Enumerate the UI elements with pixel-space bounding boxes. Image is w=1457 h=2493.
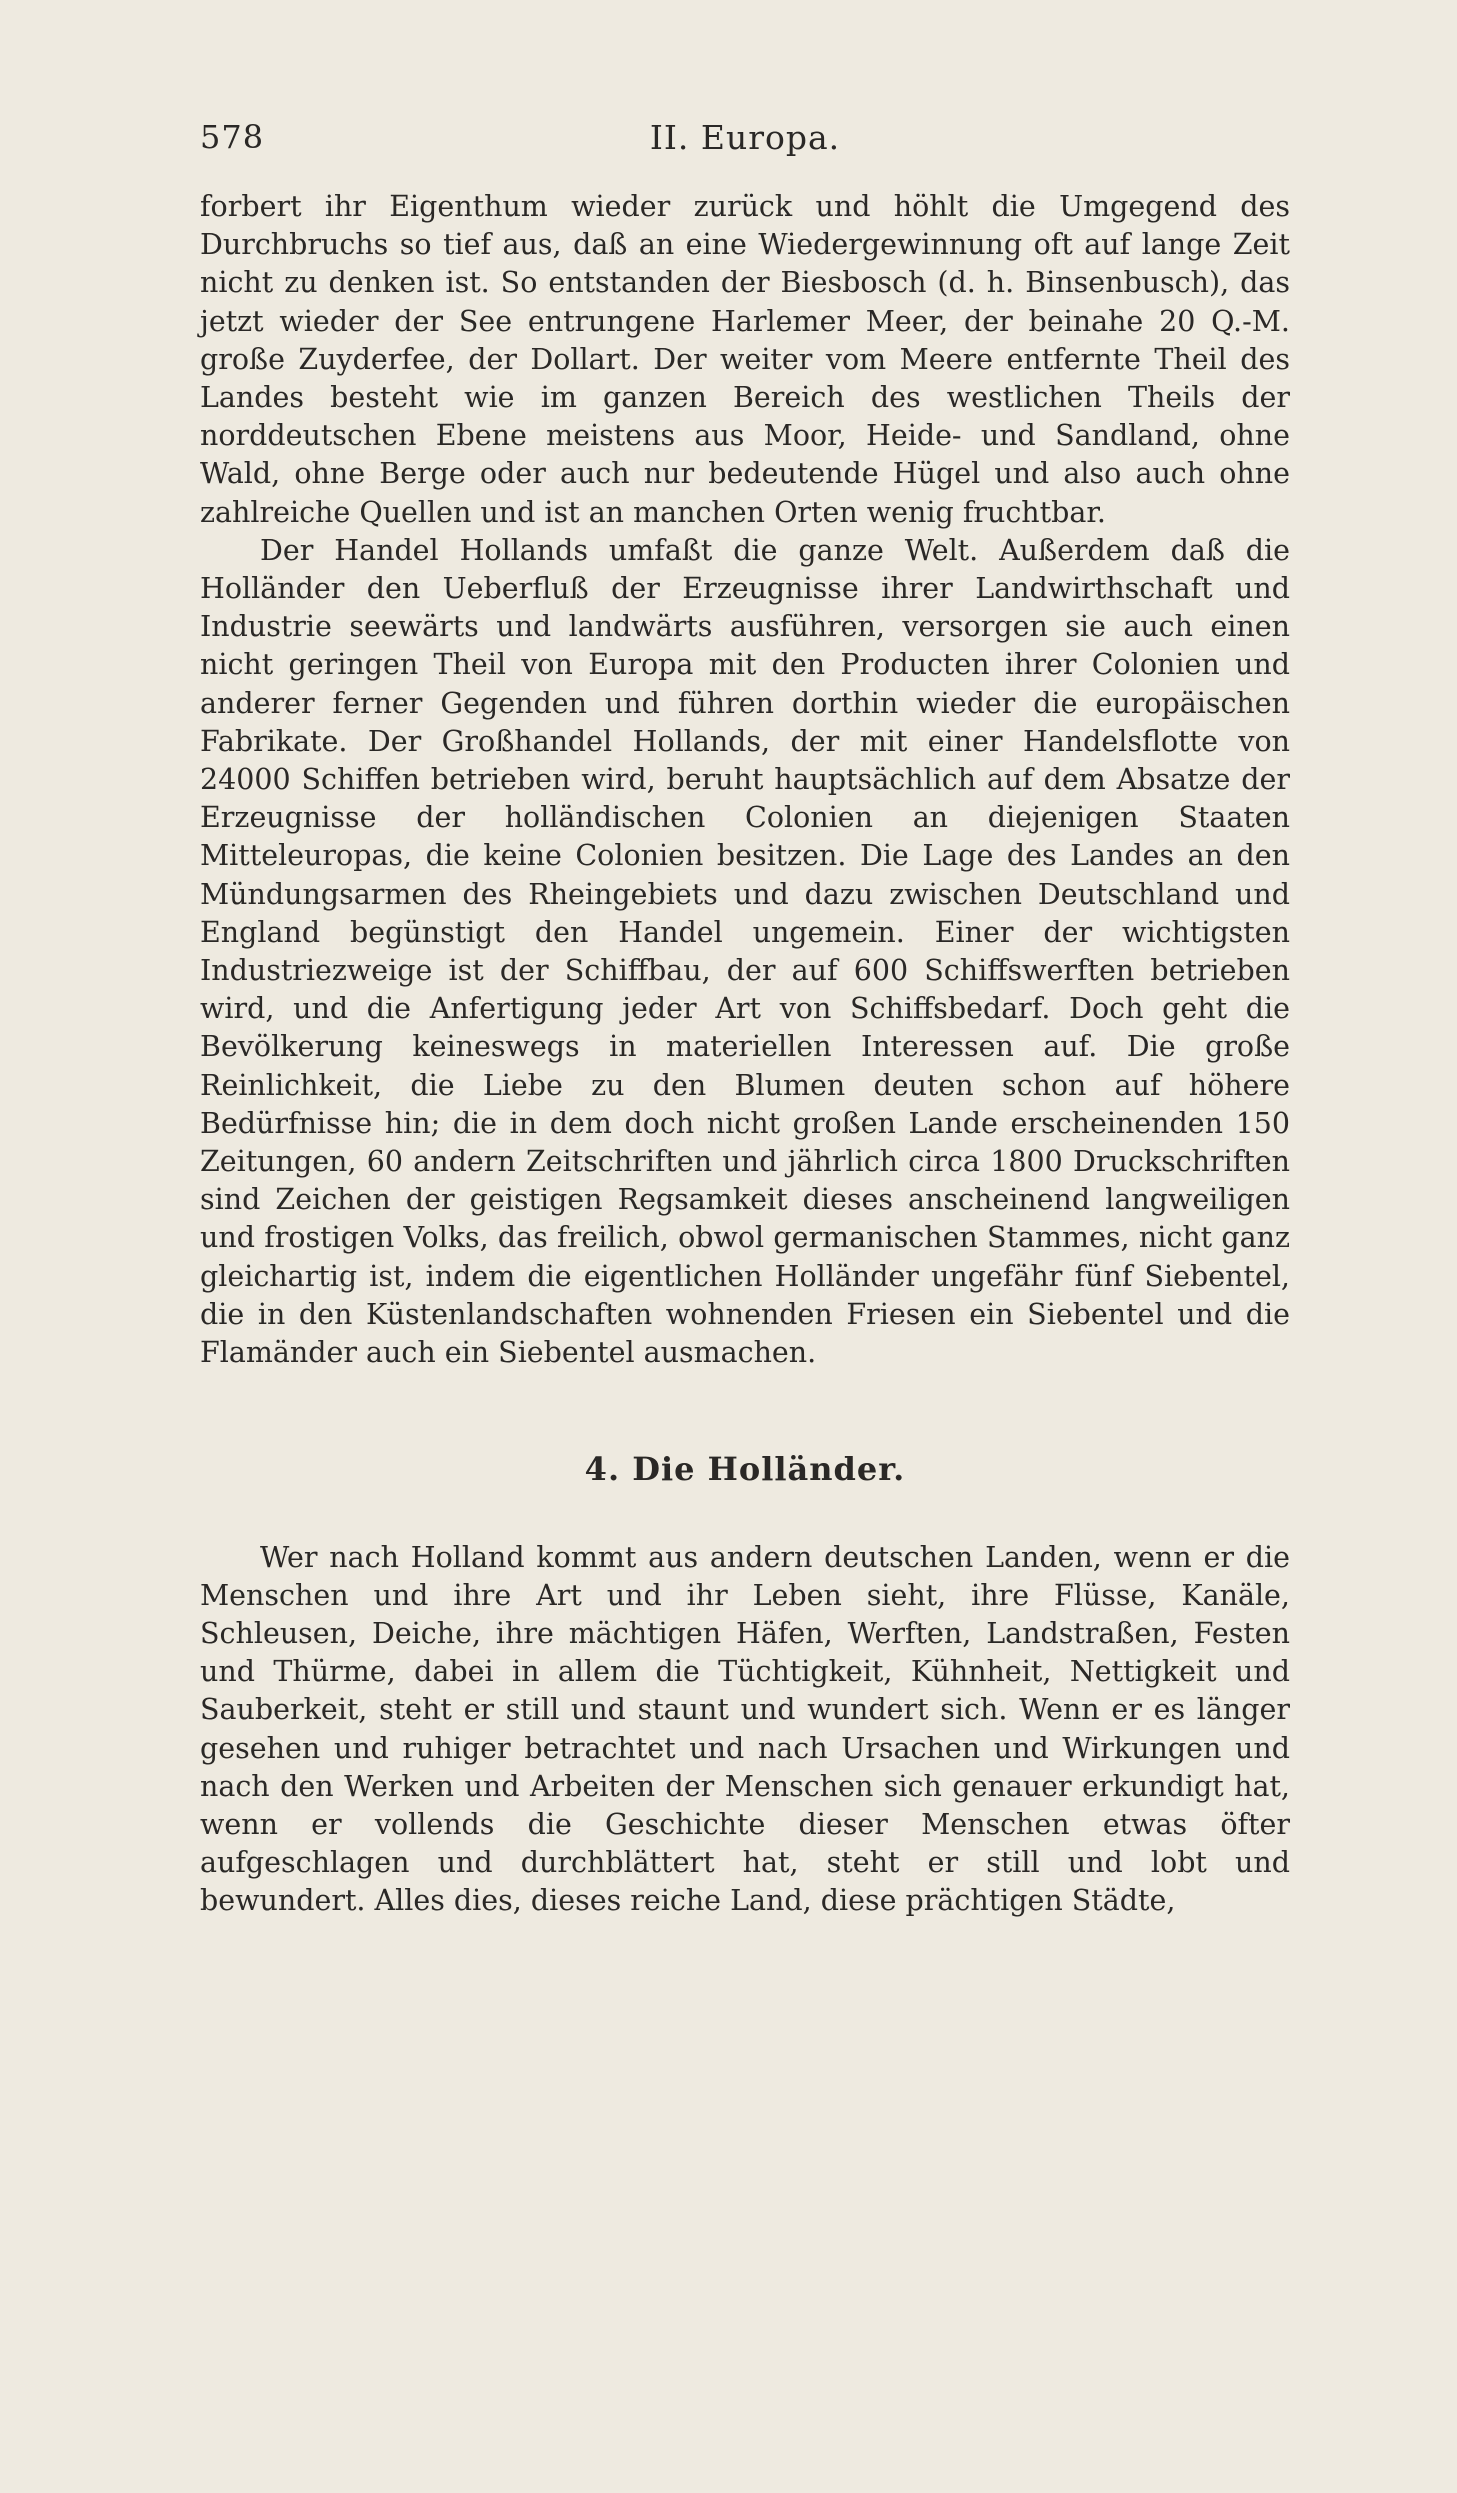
paragraph-continued: forbert ihr Eigenthum wieder zurück und höhlt die Umgegend des Durchbruchs so tief aus, daß an eine Wiedergewinnung oft auf lange Zeit nicht zu denken ist. So entstanden der Biesbosch (d. h. Binsenbusch), das jetzt wieder der See entrungene Harlemer Meer, der beinahe 20 Q.-M. große Zuyderfee, der Dollart. Der weiter vom Meere entfernte Theil des Landes besteht wie im ganzen Bereich des westlichen Theils der norddeutschen Ebene meistens aus Moor, Heide- und Sandland, ohne Wald, ohne Berge oder auch nur bedeutende Hügel und also auch ohne zahlreiche Quellen und ist an manchen Orten wenig fruchtbar. [200, 190, 1290, 529]
body-text [200, 188, 1290, 1921]
running-head: II. Europa. [649, 118, 841, 157]
page-header [200, 118, 1290, 158]
paragraph-trade: Der Handel Hollands umfaßt die ganze Welt. Außerdem daß die Holländer den Ueberfluß der Erzeugnisse ihrer Landwirthschaft und Industrie seewärts und landwärts ausführen, versorgen sie auch einen nicht geringen Theil von Europa mit den Producten ihrer Colonien und anderer ferner Gegenden und führen dorthin wieder die europäischen Fabrikate. Der Großhandel Hollands, der mit einer Handelsflotte von 24000 Schiffen betrieben wird, beruht hauptsächlich auf dem Absatze der Erzeugnisse der holländischen Colonien an diejenigen Staaten Mitteleuropas, die keine Colonien besitzen. Die Lage des Landes an den Mündungsarmen des Rheingebiets und dazu zwischen Deutschland und England begünstigt den Handel ungemein. Einer der wichtigsten Industriezweige ist der Schiffbau, der auf 600 Schiffswerften betrieben wird, und die Anfertigung jeder Art von Schiffsbedarf. Doch geht die Bevölkerung keineswegs in materiellen Interessen auf. Die große Reinlichkeit, die Liebe zu den Blumen deuten schon auf höhere Bedürfnisse hin; die in dem doch nicht großen Lande erscheinenden 150 Zeitungen, 60 andern Zeitschriften und jährlich circa 1800 Druckschriften sind Zeichen der geistigen Regsamkeit dieses anscheinend langweiligen und frostigen Volks, das freilich, obwol germanischen Stammes, nicht ganz gleichartig ist, indem die eigentlichen Holländer ungefähr fünf Siebentel, die in den Küstenlandschaften wohnenden Friesen ein Siebentel und die Flamänder auch ein Siebentel ausmachen. [200, 533, 1290, 1370]
section-heading: 4. Die Holländer. [584, 1450, 906, 1489]
page-number: 578 [200, 118, 265, 156]
paragraph-dutch-people: Wer nach Holland kommt aus andern deutschen Landen, wenn er die Menschen und ihre Art und ihr Leben sieht, ihre Flüsse, Kanäle, Schleusen, Deiche, ihre mächtigen Häfen, Werften, Landstraßen, Festen und Thürme, dabei in allem die Tüchtigkeit, Kühnheit, Nettigkeit und Sauberkeit, steht er still und staunt und wundert sich. Wenn er es länger gesehen und ruhiger betrachtet und nach Ursachen und Wirkungen und nach den Werken und Arbeiten der Menschen sich genauer erkundigt hat, wenn er vollends die Geschichte dieser Menschen etwas öfter aufgeschlagen und durchblättert hat, steht er still und lobt und bewundert. Alles dies, dieses reiche Land, diese prächtigen Städte, [200, 1540, 1290, 1918]
